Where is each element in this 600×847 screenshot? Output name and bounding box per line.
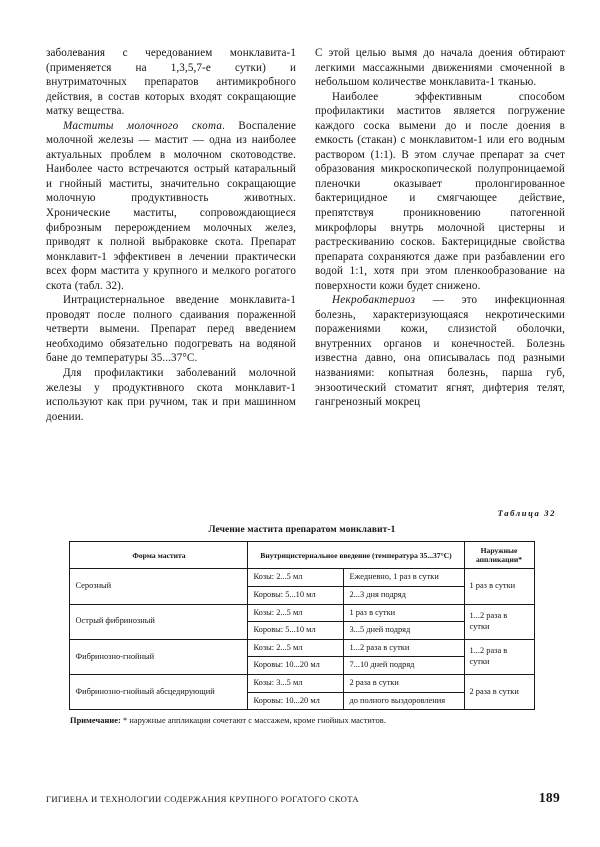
cell-external: 1...2 раза в сутки <box>464 639 534 674</box>
cell-form: Фибринозно-гнойный <box>70 639 248 674</box>
table-note-prefix: Примечание: <box>70 716 121 726</box>
table-row <box>70 639 534 657</box>
cell-dose: Коровы: 5...10 мл <box>248 587 344 605</box>
cell-dose: Козы: 2...5 мл <box>248 569 344 587</box>
column-header-external: Наружные аппликации* <box>464 542 534 569</box>
column-header-form: Форма мастита <box>70 542 248 569</box>
cell-dose: Коровы: 10...20 мл <box>248 692 344 710</box>
mastitis-treatment-table <box>69 541 534 710</box>
paragraph-mastitis-body: Воспаление молочной железы — мастит — одна из наиболее актуальных проблем в молочном скотоводстве. Наиболее часто встречаются острый катаральный и гнойный маститы, значительно сокращающие молочную продуктивность животных. Хронические маститы, сопровождающиеся фиброзным перерождением молочных желез, приводят к полной выбраковке скота. Препарат монклавит-1 эффективен в лечении практически всех форм мастита у крупного и мелкого рогатого скота (табл. 32). <box>46 119 296 292</box>
cell-dose: Коровы: 10...20 мл <box>248 657 344 675</box>
paragraph-mastitis-intro <box>46 119 296 294</box>
term-necrobacteriosis: Некробактериоз <box>332 294 416 307</box>
cell-frequency: 1...2 раза в сутки <box>344 639 464 657</box>
cell-external: 1...2 раза в сутки <box>464 604 534 639</box>
column-header-intracisternal: Внутрицистернальное введение (температура 35...37°С) <box>248 542 464 569</box>
cell-frequency: Ежедневно, 1 раз в сутки <box>344 569 464 587</box>
table-row <box>70 569 534 587</box>
cell-form: Серозный <box>70 569 248 604</box>
cell-dose: Козы: 2...5 мл <box>248 639 344 657</box>
paragraph-necrobacteriosis-body: — это инфекционная болезнь, характеризующаяся некротическими поражениями кожи, слизистой оболочки, внутренних органов и конечностей. Болезнь известна давно, она описывалась под разными названиями: копытная болезнь, парша губ, энзоотический стоматит ягнят, дифтерия телят, гангренозный мокрец <box>315 294 565 409</box>
paragraph-necrobacteriosis <box>315 293 565 409</box>
cell-frequency: 2 раза в сутки <box>344 674 464 692</box>
cell-external: 1 раз в сутки <box>464 569 534 604</box>
table-note-text: * наружные аппликации сочетают с массажем, кроме гнойных маститов. <box>120 716 386 726</box>
paragraph-udder-wiping: С этой целью вымя до начала доения обтирают легкими массажными движениями смоченной в небольшом количестве монклавита-1 тканью. <box>315 47 565 89</box>
left-text-column <box>46 46 296 424</box>
cell-frequency: 7...10 дней подряд <box>344 657 464 675</box>
table-number: Таблица 32 <box>497 508 556 518</box>
paragraph-prophylaxis: Для профилактики заболеваний молочной железы у продуктивного скота монклавит-1 используют как при ручном, так и при машинном доении. <box>46 367 296 423</box>
cell-external: 2 раза в сутки <box>464 674 534 709</box>
table-row <box>70 604 534 622</box>
cell-dose: Коровы: 5...10 мл <box>248 622 344 640</box>
table-header-row <box>70 542 534 569</box>
cell-dose: Козы: 3...5 мл <box>248 674 344 692</box>
two-column-body <box>46 46 565 424</box>
cell-frequency: до полного выздоровления <box>344 692 464 710</box>
table-head <box>70 542 534 569</box>
right-text-column <box>315 46 565 410</box>
term-mastitis: Маститы молочного скота. <box>63 119 226 132</box>
cell-form: Острый фибринозный <box>70 604 248 639</box>
table-note <box>46 716 558 725</box>
table-block <box>46 508 558 725</box>
paragraph-continuation: заболевания с чередованием монклавита-1 (применяется на 1,3,5,7-е сутки) и внутриматочных препаратов антимикробного действия, в состав которых входят сокращающие матку вещества. <box>46 47 296 118</box>
cell-frequency: 3...5 дней подряд <box>344 622 464 640</box>
cell-frequency: 2...3 дня подряд <box>344 587 464 605</box>
running-title: ГИГИЕНА И ТЕХНОЛОГИИ СОДЕРЖАНИЯ КРУПНОГО РОГАТОГО СКОТА <box>46 794 359 804</box>
cell-form: Фибринозно-гнойный абсцедирующий <box>70 674 248 709</box>
cell-frequency: 1 раз в сутки <box>344 604 464 622</box>
paragraph-intracisternal: Интрацистернальное введение монклавита-1 проводят после полного сдаивания пораженной четверти вымени. Препарат перед введением необходимо обязательно подогревать на водяной бане до температуры 35...37°С. <box>46 294 296 365</box>
table-row <box>70 674 534 692</box>
page-number: 189 <box>538 790 560 805</box>
table-title: Лечение мастита препаратом монклавит-1 <box>208 525 396 535</box>
table-body <box>70 569 534 710</box>
paragraph-teat-dipping: Наиболее эффективным способом профилактики маститов является погружение каждого соска вымени до и после доения в емкость (стакан) с монклавитом-1 или его водным раствором (1:1). В этом случае препарат за счет образования микроскопической полупроницаемой пленочки оказывает пролонгированное бактерицидное и смягчающее действие, препятствуя проникновению патогенной микрофлоры внутрь молочной цистерны и растрескиванию сосков. Бактерицидные свойства препарата сохраняются даже при разбавлении его водой 1:1, хотя при этом пленкообразование на поверхности кожи будет снижено. <box>315 90 565 292</box>
cell-dose: Козы: 2...5 мл <box>248 604 344 622</box>
page-footer <box>46 790 560 806</box>
